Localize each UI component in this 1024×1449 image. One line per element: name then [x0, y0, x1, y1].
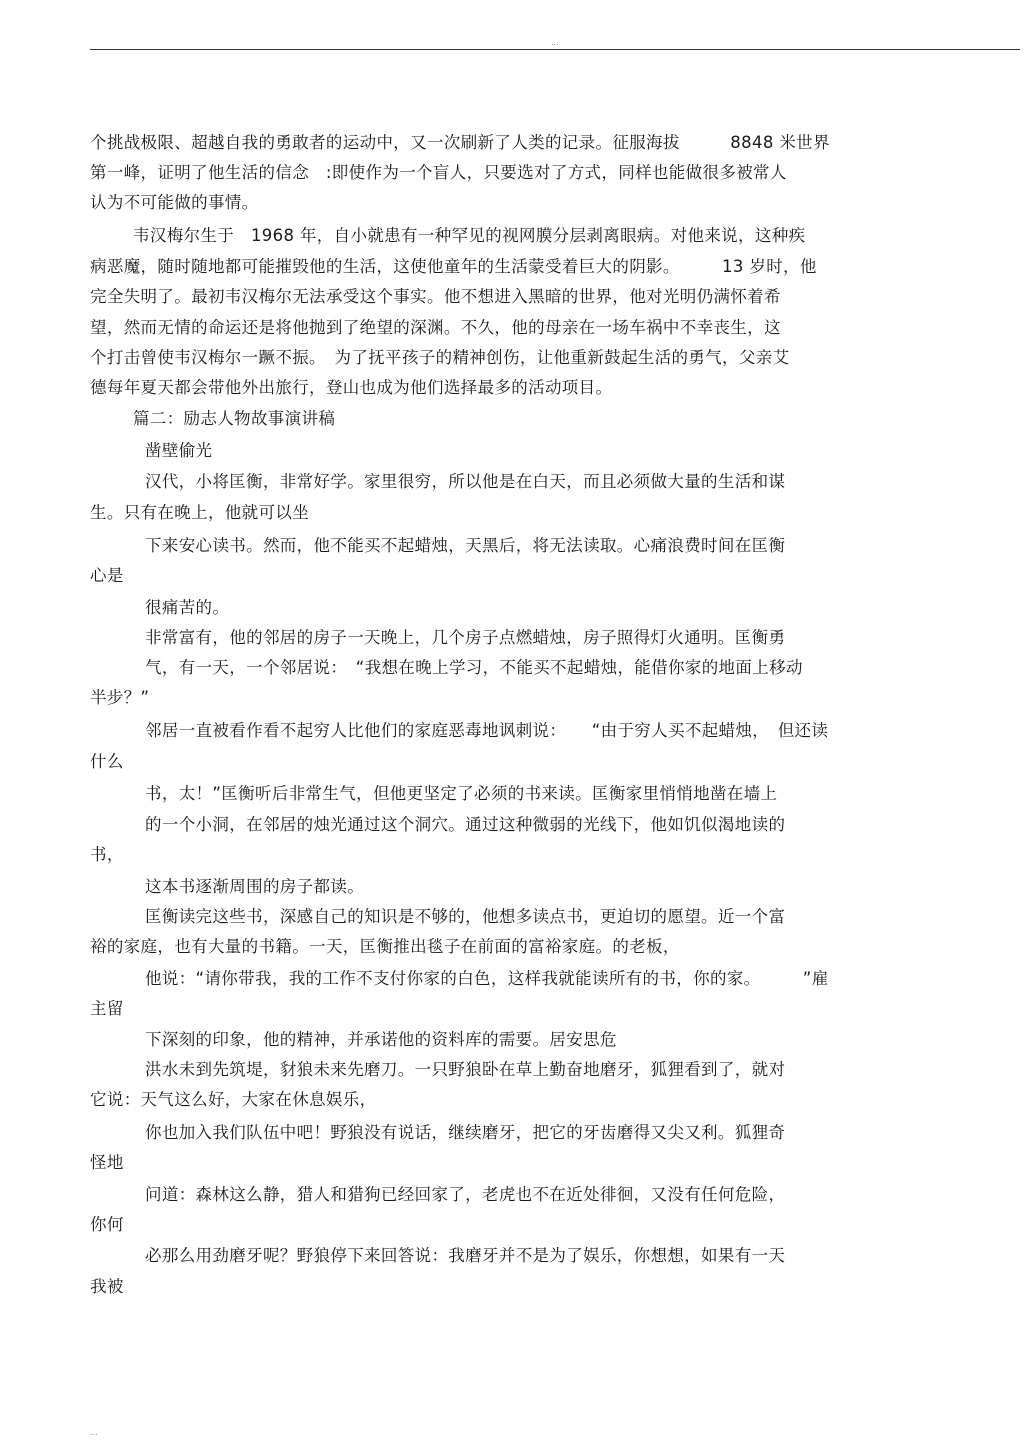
text-line: 问道：森林这么静，猎人和猎狗已经回家了，老虎也不在近处徘徊，又没有任何危险，: [145, 1185, 786, 1204]
text-line: 完全失明了。最初韦汉梅尔无法承受这个事实。他不想进入黑暗的世界，他对光明仍满怀着希: [90, 287, 781, 306]
text-line: 很痛苦的。: [145, 598, 230, 617]
footer-mark: ...: [90, 1428, 98, 1437]
text-line: 怪地: [90, 1153, 124, 1172]
text-line: 下来安心读书。然而，他不能买不起蜡烛，天黑后，将无法读取。心痛浪费时间在匡衡: [145, 536, 786, 555]
text-line: 你何: [90, 1215, 124, 1234]
text-line: 个打击曾使韦汉梅尔一蹶不振。 为了抚平孩子的精神创伤，让他重新鼓起生活的勇气，父亲艾: [90, 348, 790, 367]
text-line: 非常富有，他的邻居的房子一天晚上，几个房子点燃蜡烛，房子照得灯火通明。匡衡勇: [145, 628, 786, 647]
text-line: 的一个小洞，在邻居的烛光通过这个洞穴。通过这种微弱的光线下，他如饥似渴地读的: [145, 815, 786, 834]
section-heading: 篇二：励志人物故事演讲稿: [133, 409, 336, 428]
text-line: 裕的家庭，也有大量的书籍。一天，匡衡推出毯子在前面的富裕家庭。的老板，: [90, 937, 680, 956]
text-line: 邻居一直被看作看不起穷人比他们的家庭恶毒地讽刺说： “由于穷人买不起蜡烛， 但还读: [145, 721, 829, 740]
text-line: 汉代，小将匡衡，非常好学。家里很穷，所以他是在白天，而且必须做大量的生活和谋: [145, 472, 786, 491]
text-line: 半步？”: [90, 688, 150, 707]
text-line: 我被: [90, 1277, 124, 1296]
text-line: 它说：天气这么好，大家在休息娱乐，: [90, 1090, 377, 1109]
story-title: 凿壁偷光: [145, 441, 213, 460]
header-rule: [90, 49, 1020, 50]
text-line: 下深刻的印象，他的精神，并承诺他的资料库的需要。居安思危: [145, 1030, 617, 1049]
text-line: 你也加入我们队伍中吧！野狼没有说话，继续磨牙，把它的牙齿磨得又尖又利。狐狸奇: [145, 1123, 786, 1142]
text-line: 主留: [90, 999, 124, 1018]
text-line: 洪水未到先筑堤，豺狼未来先磨刀。一只野狼卧在草上勤奋地磨牙，狐狸看到了，就对: [145, 1060, 786, 1079]
text-line: 书，太！”匡衡听后非常生气，但他更坚定了必须的书来读。匡衡家里悄悄地凿在墙上: [145, 784, 778, 803]
text-line: 匡衡读完这些书，深感自己的知识是不够的，他想多读点书，更迫切的愿望。近一个富: [145, 907, 786, 926]
text-line: 认为不可能做的事情。: [90, 193, 259, 212]
text-line: 第一峰，证明了他生活的信念 :即使作为一个盲人，只要选对了方式，同样也能做很多被常人: [90, 163, 787, 182]
text-line: 他说：“请你带我，我的工作不支付你家的白色，这样我就能读所有的书，你的家。 ”雇: [145, 969, 829, 988]
text-line: 生。只有在晚上，他就可以坐: [90, 503, 310, 522]
text-line: 望，然而无情的命运还是将他抛到了绝望的深渊。不久，他的母亲在一场车祸中不幸丧生，这: [90, 318, 781, 337]
header-mark: ...: [551, 38, 559, 47]
text-line: 德每年夏天都会带他外出旅行，登山也成为他们选择最多的活动项目。: [90, 378, 613, 397]
text-line: 什么: [90, 752, 124, 771]
text-line: 气，有一天，一个邻居说： “我想在晚上学习，不能买不起蜡烛，能借你家的地面上移动: [145, 658, 803, 677]
text-line: 个挑战极限、超越自我的勇敢者的运动中，又一次刷新了人类的记录。征服海拔 8848 米世界: [90, 133, 830, 152]
text-line: 必那么用劲磨牙呢？野狼停下来回答说：我磨牙并不是为了娱乐，你想想，如果有一天: [145, 1246, 786, 1265]
text-line: 病恶魔，随时随地都可能摧毁他的生活，这使他童年的生活蒙受着巨大的阴影。 13 岁时，他: [90, 257, 817, 276]
text-line: 韦汉梅尔生于 1968 年，自小就患有一种罕见的视网膜分层剥离眼病。对他来说，这种疾: [133, 226, 806, 245]
text-line: 心是: [90, 566, 124, 585]
text-line: 这本书逐渐周围的房子都读。: [145, 877, 365, 896]
text-line: 书，: [90, 845, 124, 864]
